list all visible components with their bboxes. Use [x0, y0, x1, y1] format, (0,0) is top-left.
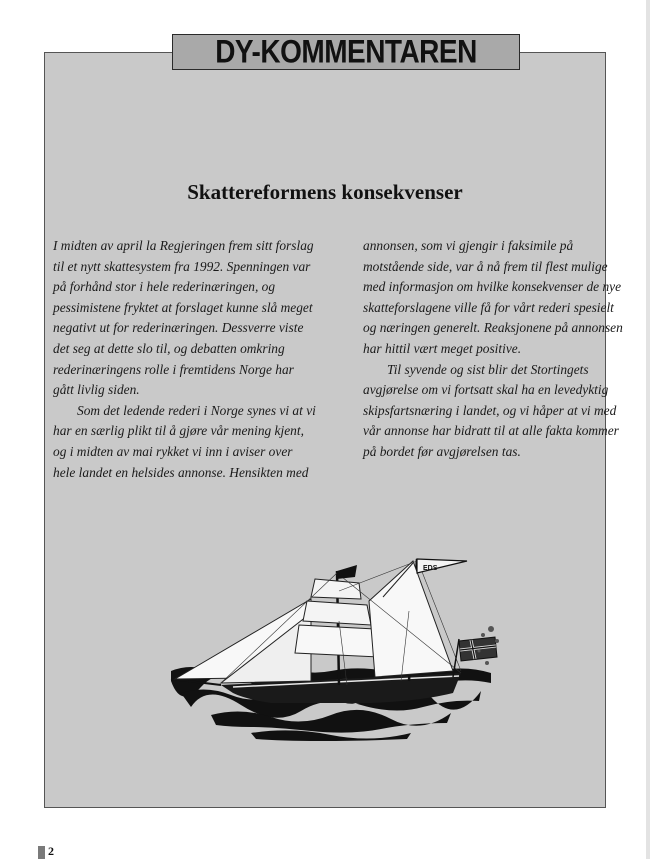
left-column [53, 236, 325, 483]
topsail [311, 579, 361, 599]
left-column-line: har en særlig plikt til å gjøre vår mening kjent, [53, 423, 304, 439]
page-edge [646, 0, 650, 859]
left-column-line: og i midten av mai rykket vi inn i aviser over [53, 443, 293, 459]
left-column-line: hele landet en helsides annonse. Hensikten med [53, 464, 309, 480]
masthead-title: DY-KOMMENTAREN [215, 33, 477, 70]
right-column-line: vår annonse har bidratt til at alle fakta kommer [363, 423, 619, 439]
pennant-text: EDS [423, 565, 438, 572]
right-column [363, 236, 623, 463]
masthead-banner [172, 34, 520, 70]
schooner-illustration [161, 501, 501, 741]
left-column-line: gått livlig siden. [53, 382, 140, 398]
right-column-line: med informasjon om hvilke konsekvenser de nye [363, 279, 622, 295]
right-column-line: har hittil vært meget positive. [363, 340, 522, 356]
left-column-line: Som det ledende rederi i Norge synes vi at vi [77, 402, 316, 418]
left-column-line: det seg at dette slo til, og debatten omkring [53, 340, 285, 356]
fore-flag-icon [337, 565, 357, 579]
right-column-line: skipsfartsnæring i landet, og vi håper at vi med [363, 402, 617, 418]
right-column-line: annonsen, som vi gjengir i faksimile på [363, 238, 574, 253]
right-column-line: Til syvende og sist blir det Stortingets [387, 361, 589, 377]
left-column-line: til et nytt skattesystem fra 1992. Spenningen var [53, 258, 311, 274]
left-column-line: pessimistene fryktet at forslaget kunne slå meget [53, 299, 313, 315]
right-column-line: på bordet før avgjørelsen tas. [363, 443, 521, 459]
page-marker [38, 846, 45, 859]
left-column-line: rederinæringens rolle i fremtidens Norge har [53, 361, 294, 377]
left-column-line: negativt ut for rederinæringen. Dessverre viste [53, 320, 304, 336]
article-title: Skattereformens konsekvenser [187, 180, 463, 204]
left-column-line: I midten av april la Regjeringen frem sitt forslag [53, 238, 314, 253]
page-number: 2 [48, 844, 54, 858]
right-column-line: skatteforslagene ville få for vårt rederi spesielt [363, 299, 614, 315]
right-column-line: og næringen generelt. Reaksjonene på annonsen [363, 320, 623, 336]
right-column-line: avgjørelse om vi fortsatt skal ha en levedyktig [363, 382, 609, 398]
right-column-line: motstående side, var å nå frem til flest mulige [363, 258, 608, 274]
content-panel [44, 52, 623, 808]
left-column-line: på forhånd stor i hele rederinæringen, og [53, 279, 276, 295]
